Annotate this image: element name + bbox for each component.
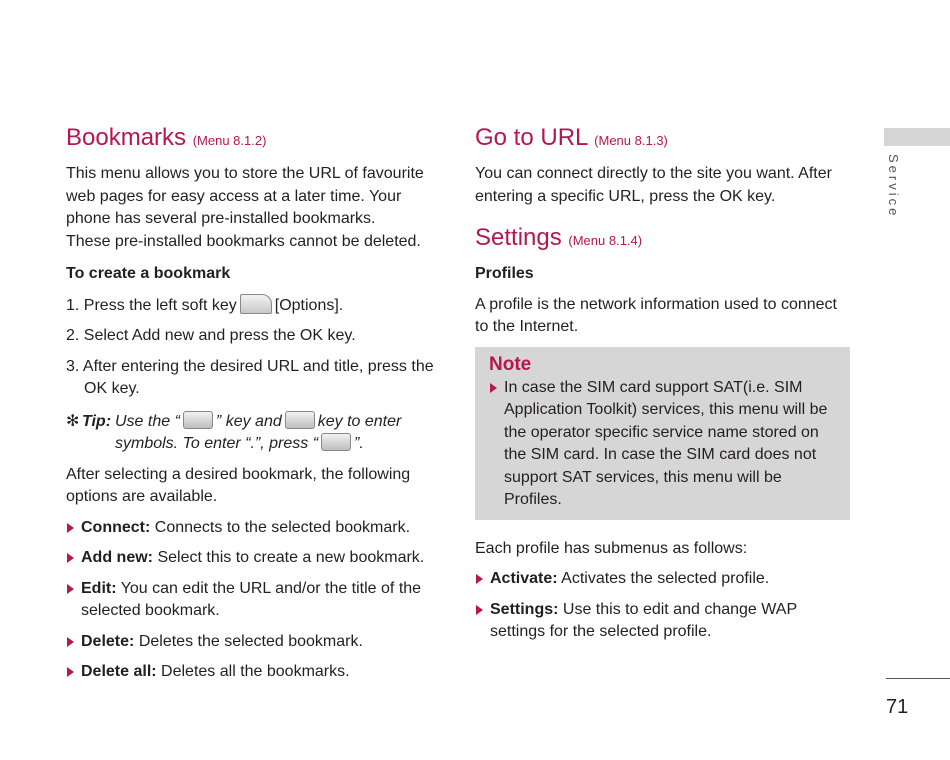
tip [66, 411, 441, 456]
option-text: You can edit the URL and/or the title of the selected bookmark. [81, 579, 422, 619]
bullet-arrow-icon [67, 523, 74, 533]
goto-url-menu-ref: (Menu 8.1.3) [594, 133, 668, 148]
one-key-icon [321, 433, 351, 451]
option-edit [66, 578, 441, 623]
note-item [489, 377, 832, 512]
settings-menu-ref: (Menu 8.1.4) [568, 233, 643, 248]
option-text: Select this to create a new bookmark. [157, 549, 425, 566]
option-settings [475, 599, 850, 644]
option-delete-all [66, 661, 441, 684]
option-label: Edit: [81, 579, 117, 597]
profile-description: A profile is the network information used to connect to the Internet. [475, 295, 837, 335]
tip-text-b: ” key and [215, 412, 282, 430]
goto-url-heading [475, 122, 850, 157]
bookmarks-heading [66, 122, 441, 157]
option-text: Use this to edit and change WAP settings for the selected profile. [490, 600, 797, 640]
options-intro: After selecting a desired bookmark, the following options are available. [66, 465, 411, 505]
goto-url-title: Go to URL [475, 124, 588, 151]
step-1-text: 1. Press the left soft key [66, 296, 237, 314]
step-2: 2. Select Add new and press the OK key. [66, 327, 356, 344]
left-column [66, 122, 441, 684]
profiles-heading: Profiles [475, 265, 534, 282]
option-label: Add new: [81, 549, 153, 566]
tip-text-d: ”. [354, 435, 364, 452]
option-label: Delete all: [81, 663, 157, 680]
create-bookmark-heading: To create a bookmark [66, 265, 231, 282]
tip-text-c: key to enter symbols. To enter “.”, press “ [115, 412, 402, 452]
bookmarks-intro: This menu allows you to store the URL of favourite web pages for easy access at a later time. Your phone has several pre-installed bookmarks. [66, 165, 424, 227]
option-label: Activate: [490, 570, 558, 587]
bullet-arrow-icon [67, 553, 74, 563]
submenus-intro: Each profile has submenus as follows: [475, 539, 748, 557]
section-tab [884, 128, 950, 146]
option-activate [475, 568, 850, 591]
note-text: In case the SIM card support SAT(i.e. SIM Application Toolkit) services, this menu will be the operator specific service name stored on the SIM card. In case the SIM card does not support SAT services, this menu will be Profiles. [504, 378, 828, 508]
tip-text-a: Use the “ [115, 412, 180, 430]
option-text: Deletes all the bookmarks. [161, 663, 350, 680]
option-delete [66, 631, 441, 654]
bullet-arrow-icon [67, 637, 74, 647]
bookmarks-predelete-note: These pre-installed bookmarks cannot be deleted. [66, 232, 421, 250]
note-title: Note [489, 353, 532, 375]
bullet-arrow-icon [490, 383, 497, 393]
settings-heading [475, 222, 850, 257]
settings-title: Settings [475, 224, 562, 251]
option-connect [66, 517, 441, 540]
option-add-new [66, 547, 441, 570]
one-key-icon [183, 411, 213, 429]
note-box [475, 347, 850, 520]
left-soft-key-icon [240, 294, 272, 314]
bullet-arrow-icon [476, 574, 483, 584]
bullet-arrow-icon [67, 667, 74, 677]
star-key-icon [285, 411, 315, 429]
goto-url-text: You can connect directly to the site you want. After entering a specific URL, press the OK key. [475, 165, 832, 205]
bookmarks-menu-ref: (Menu 8.1.2) [192, 133, 267, 148]
option-label: Settings: [490, 600, 559, 618]
option-text: Activates the selected profile. [561, 570, 770, 587]
right-column [475, 122, 850, 644]
tip-label: Tip: [82, 412, 112, 430]
bullet-arrow-icon [67, 584, 74, 594]
step-3: 3. After entering the desired URL and title, press the OK key. [66, 357, 434, 397]
option-label: Connect: [81, 518, 151, 536]
bullet-arrow-icon [476, 605, 483, 615]
option-label: Delete: [81, 632, 135, 650]
section-label: Service [886, 154, 901, 219]
step-1-options: [Options]. [274, 296, 344, 314]
bookmarks-title: Bookmarks [66, 124, 187, 151]
option-text: Connects to the selected bookmark. [154, 518, 411, 536]
page-divider [886, 678, 950, 679]
page-number: 71 [886, 696, 909, 718]
step-1 [66, 294, 441, 318]
option-text: Deletes the selected bookmark. [138, 632, 363, 650]
tip-star-icon: ✻ [66, 412, 80, 430]
